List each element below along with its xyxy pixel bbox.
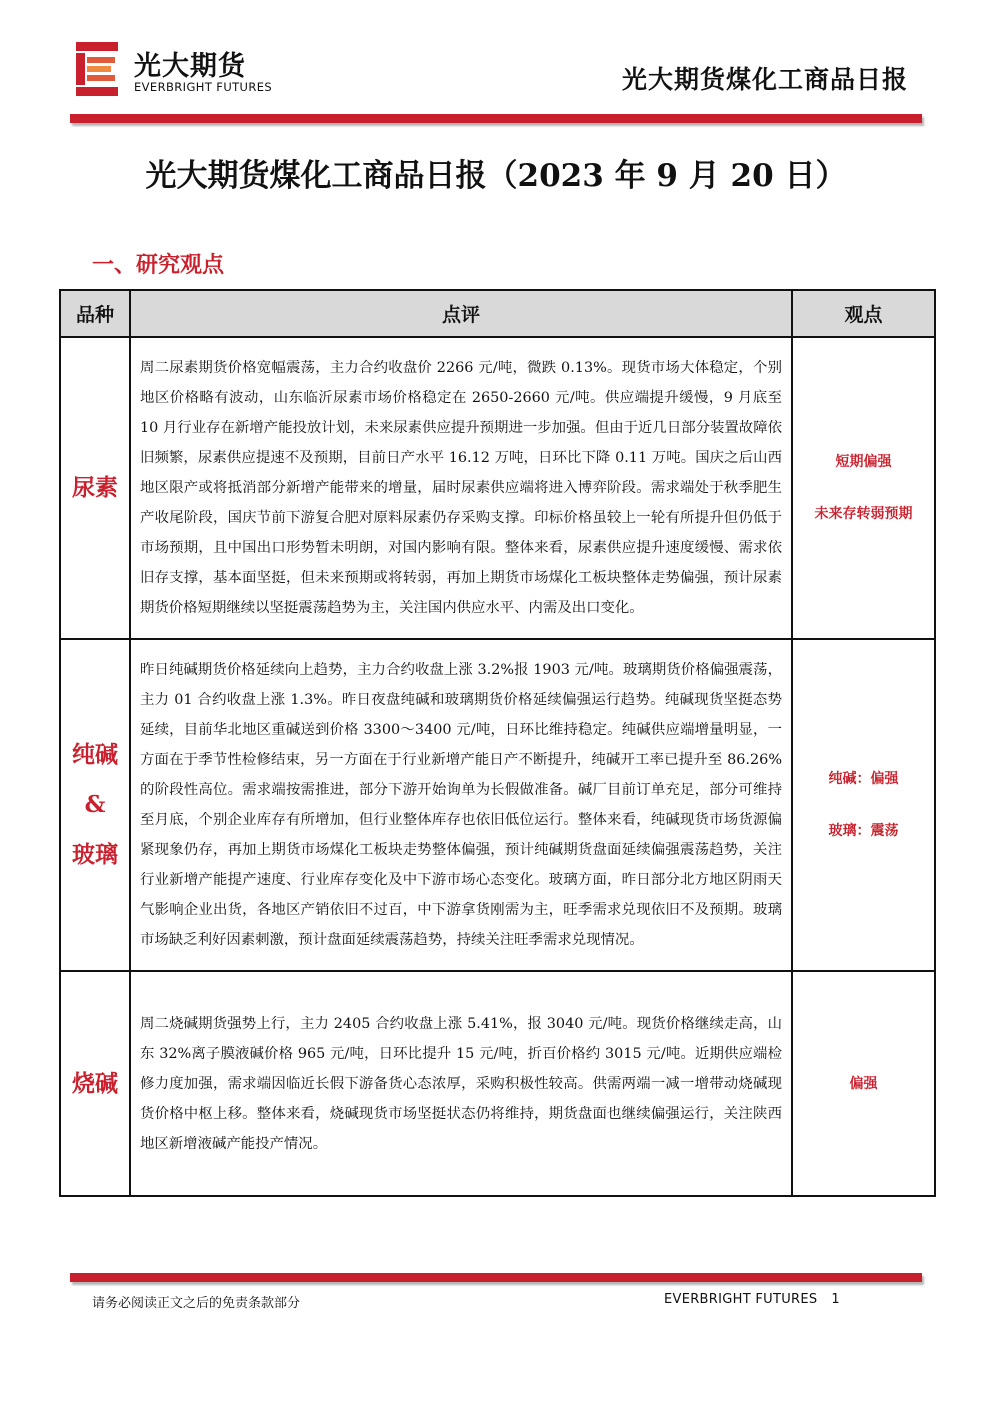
variety-name: 尿素 [72, 474, 118, 501]
table-header-row [60, 290, 935, 337]
table-row-caustic-soda [60, 971, 935, 1196]
company-logo [76, 42, 286, 98]
table-row-soda-glass [60, 639, 935, 971]
view-item: 偏强 [849, 1075, 878, 1092]
footer-brand-name: EVERBRIGHT FUTURES [664, 1292, 818, 1307]
variety-cell [60, 639, 130, 971]
variety-name: 玻璃 [72, 841, 118, 868]
variety-cell [60, 971, 130, 1196]
comment-cell: 周二尿素期货价格宽幅震荡，主力合约收盘价 2266 元/吨，微跌 0.13%。现货市场大体稳定，个别地区价格略有波动，山东临沂尿素市场价格稳定在 2650-2660 元/吨。供应端提升缓慢，9 月底至 10 月行业存在新增产能投放计划，未来尿素供应提升预期进一步加强。但由于近几日部分装置故障依旧频繁，尿素供应提速不及预期，目前日产水平 16.12 万吨，日环比下降 0.11 万吨。国庆之后山西地区限产或将抵消部分新增产能带来的增量，届时尿素供应端将进入博弈阶段。需求端处于秋季肥生产收尾阶段，国庆节前下游复合肥对原料尿素仍存采购支撑。印标价格虽较上一轮有所提升但仍低于市场预期，且中国出口形势暂未明朗，对国内影响有限。整体来看，尿素供应提升速度缓慢、需求依旧存支撑，基本面坚挺，但未来预期或将转弱，再加上期货市场煤化工板块整体走势偏强，预计尿素期货价格短期继续以坚挺震荡趋势为主，关注国内供应水平、内需及出口变化。 [130, 337, 792, 639]
comment-cell: 昨日纯碱期货价格延续向上趋势，主力合约收盘上涨 3.2%报 1903 元/吨。玻璃期货价格偏强震荡，主力 01 合约收盘上涨 1.3%。昨日夜盘纯碱和玻璃期货价格延续偏强运行趋势。纯碱现货坚挺态势延续，目前华北地区重碱送到价格 3300～3400 元/吨，日环比维持稳定。纯碱供应端增量明显，一方面在于季节性检修结束，另一方面在于行业新增产能日产不断提升，纯碱开工率已提升至 86.26%的阶段性高位。需求端按需推进，部分下游开始询单为长假做准备。碱厂目前订单充足，部分可维持至月底，个别企业库存有所增加，但行业整体库存也依旧低位运行。整体来看，纯碱现货市场货源偏紧现象仍存，再加上期货市场煤化工板块走势整体偏强，预计纯碱期货盘面延续偏强震荡趋势，关注行业新增产能提产速度、行业库存变化及中下游市场心态变化。玻璃方面，昨日部分北方地区阴雨天气影响企业出货，各地区产销依旧不过百，中下游拿货刚需为主，旺季需求兑现依旧不及预期。玻璃市场缺乏利好因素刺激，预计盘面延续震荡趋势，持续关注旺季需求兑现情况。 [130, 639, 792, 971]
view-cell [792, 971, 935, 1196]
footer-divider [70, 1273, 922, 1282]
header-title: 光大期货煤化工商品日报 [621, 65, 908, 94]
logo-english-name: EVERBRIGHT FUTURES [134, 80, 273, 94]
page-number: 1 [831, 1292, 840, 1307]
view-item: 短期偏强 [835, 454, 892, 470]
disclaimer-note: 请务必阅读正文之后的免责条款部分 [92, 1296, 301, 1311]
variety-cell [60, 337, 130, 639]
header-divider [70, 114, 922, 123]
column-header-comment: 点评 [130, 290, 792, 337]
variety-ampersand: & [84, 791, 106, 818]
view-item: 玻璃：震荡 [828, 823, 899, 839]
variety-name: 纯碱 [72, 741, 118, 768]
view-cell [792, 337, 935, 639]
everbright-logo-icon [76, 42, 118, 96]
document-title: 光大期货煤化工商品日报（2023 年 9 月 20 日） [145, 158, 847, 194]
logo-chinese-name: 光大期货 [134, 51, 246, 82]
view-item: 纯碱：偏强 [828, 771, 899, 787]
view-cell [792, 639, 935, 971]
column-header-variety: 品种 [60, 290, 130, 337]
table-row-urea [60, 337, 935, 639]
research-views-table [59, 289, 936, 1197]
column-header-view: 观点 [792, 290, 935, 337]
comment-cell: 周二烧碱期货强势上行，主力 2405 合约收盘上涨 5.41%，报 3040 元/吨。现货价格继续走高，山东 32%离子膜液碱价格 965 元/吨，日环比提升 15 元/吨，折百价格约 3015 元/吨。近期供应端检修力度加强，需求端因临近长假下游备货心态浓厚，采购积极性较高。供需两端一减一增带动烧碱现货价格中枢上移。整体来看，烧碱现货市场坚挺状态仍将维持，期货盘面也继续偏强运行，关注陕西地区新增液碱产能投产情况。 [130, 971, 792, 1196]
footer-brand [664, 1292, 840, 1307]
section-title: 一、研究观点 [92, 252, 225, 278]
view-item: 未来存转弱预期 [814, 506, 913, 522]
variety-name: 烧碱 [72, 1069, 118, 1097]
